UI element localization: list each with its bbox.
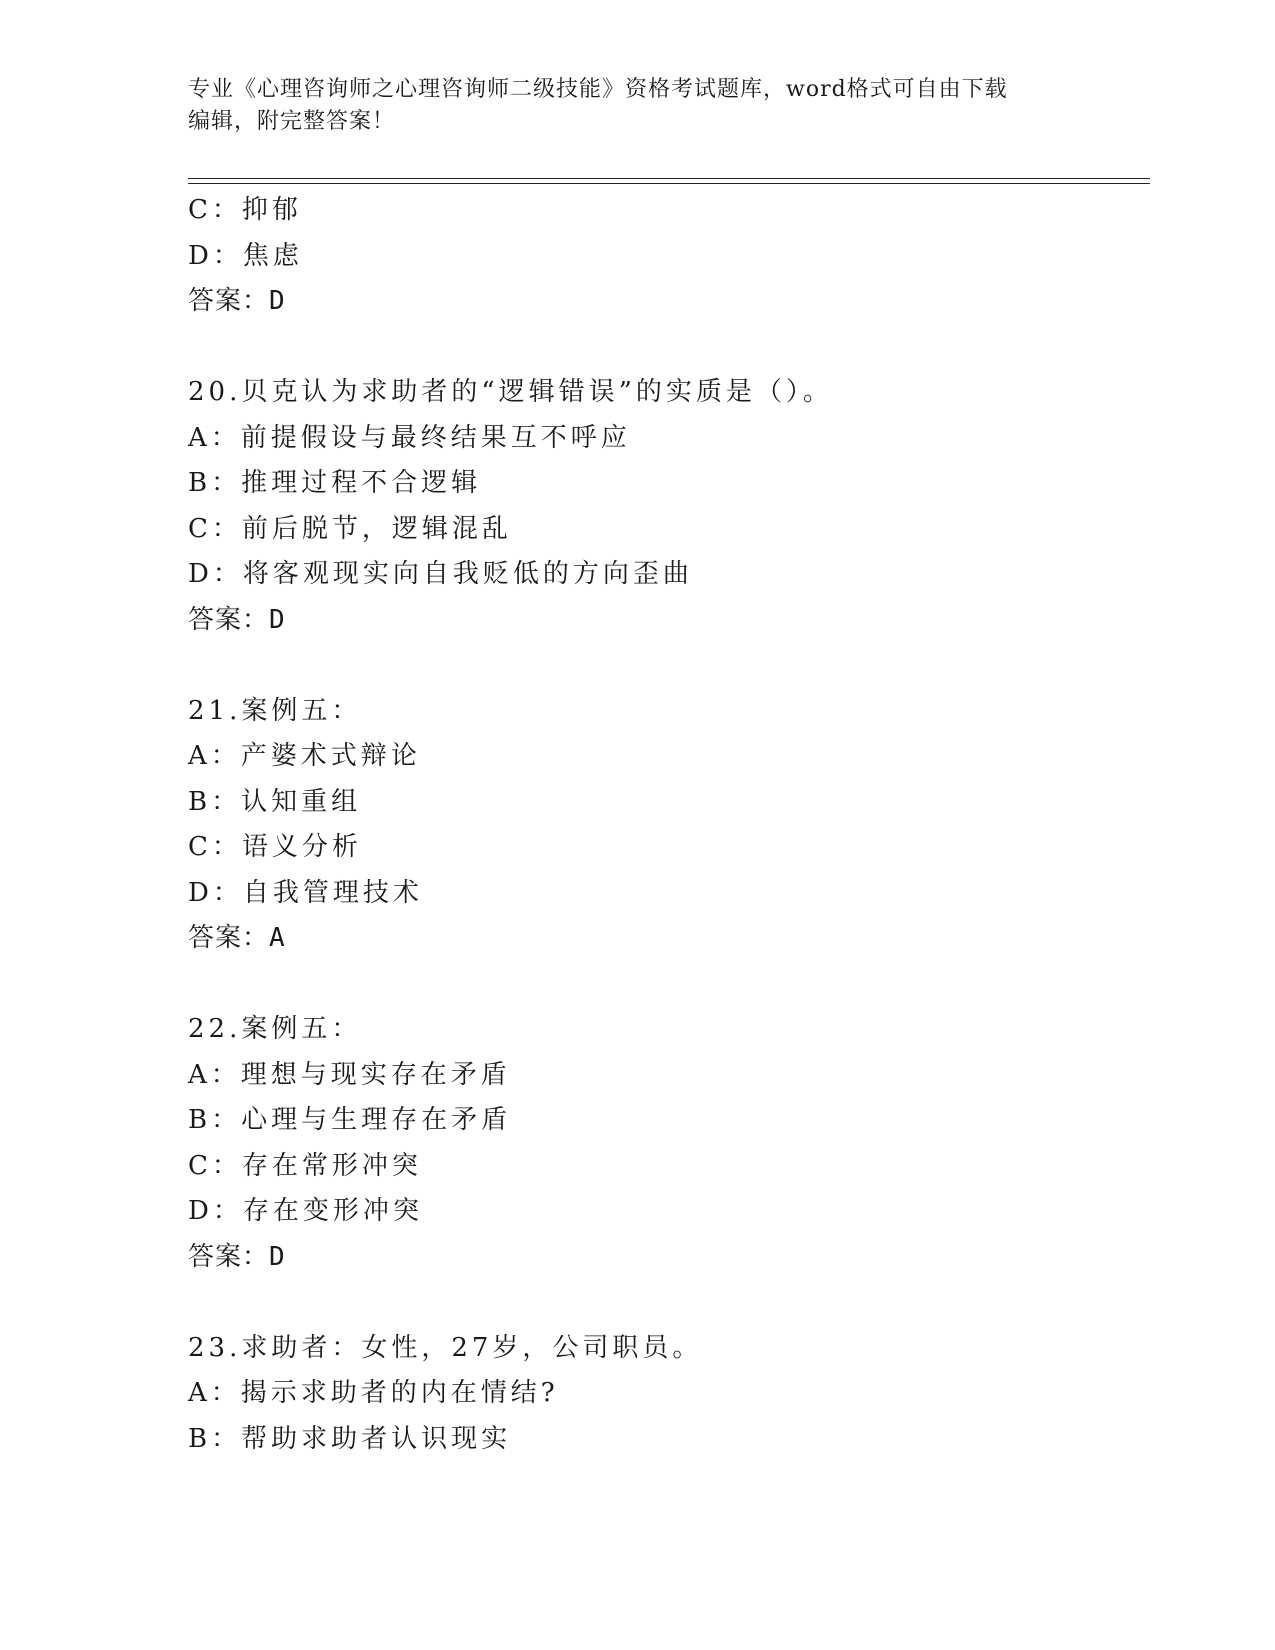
header-divider-bottom [188, 183, 1150, 184]
header-line-1: 专业《心理咨询师之心理咨询师二级技能》资格考试题库，word格式可自由下载 [188, 77, 1008, 102]
answer-line [188, 916, 1148, 962]
option-b: B：心理与生理存在矛盾 [188, 1105, 512, 1135]
option-b: B：推理过程不合逻辑 [188, 468, 482, 498]
question-block [188, 1007, 1148, 1280]
header-divider-top [188, 178, 1150, 179]
option-d: D：存在变形冲突 [188, 1196, 423, 1226]
question-block [188, 1326, 1148, 1463]
answer-value: D [269, 1241, 286, 1272]
answer-label: 答案： [188, 923, 270, 953]
option-c: C：存在常形冲突 [188, 1150, 422, 1181]
answer-value: D [269, 604, 286, 635]
answer-value: D [269, 286, 286, 316]
option-a: A：产婆术式辩论 [188, 741, 421, 771]
question-block [188, 188, 1148, 325]
question-text: 21.案例五： [188, 695, 362, 726]
answer-label: 答案： [188, 286, 270, 316]
option-c: C：语义分析 [188, 832, 362, 862]
question-block [188, 370, 1148, 643]
option-d: D：自我管理技术 [188, 877, 423, 908]
option-a: A：理想与现实存在矛盾 [188, 1059, 511, 1090]
option-d: D：将客观现实向自我贬低的方向歪曲 [188, 559, 693, 589]
answer-line [188, 598, 1148, 644]
document-header [188, 74, 1088, 138]
option-c: C：前后脱节，逻辑混乱 [188, 513, 512, 544]
answer-label: 答案： [188, 604, 270, 635]
answer-value: A [269, 923, 286, 953]
option-a: A：揭示求助者的内在情结? [188, 1378, 559, 1408]
question-block [188, 689, 1148, 962]
option-d: D：焦虑 [188, 240, 303, 271]
option-b: B：认知重组 [188, 786, 362, 817]
answer-line [188, 1235, 1148, 1281]
question-text: 20.贝克认为求助者的“逻辑错误”的实质是（）。 [188, 377, 833, 407]
question-list [188, 188, 1148, 1462]
answer-line [188, 279, 1148, 325]
option-a: A：前提假设与最终结果互不呼应 [188, 422, 631, 453]
question-text: 23.求助者：女性，27岁，公司职员。 [188, 1332, 703, 1363]
header-line-2: 编辑，附完整答案！ [188, 109, 396, 134]
option-c: C：抑郁 [188, 195, 302, 225]
question-text: 22.案例五： [188, 1014, 362, 1044]
answer-label: 答案： [188, 1241, 270, 1272]
option-b: B：帮助求助者认识现实 [188, 1423, 512, 1454]
